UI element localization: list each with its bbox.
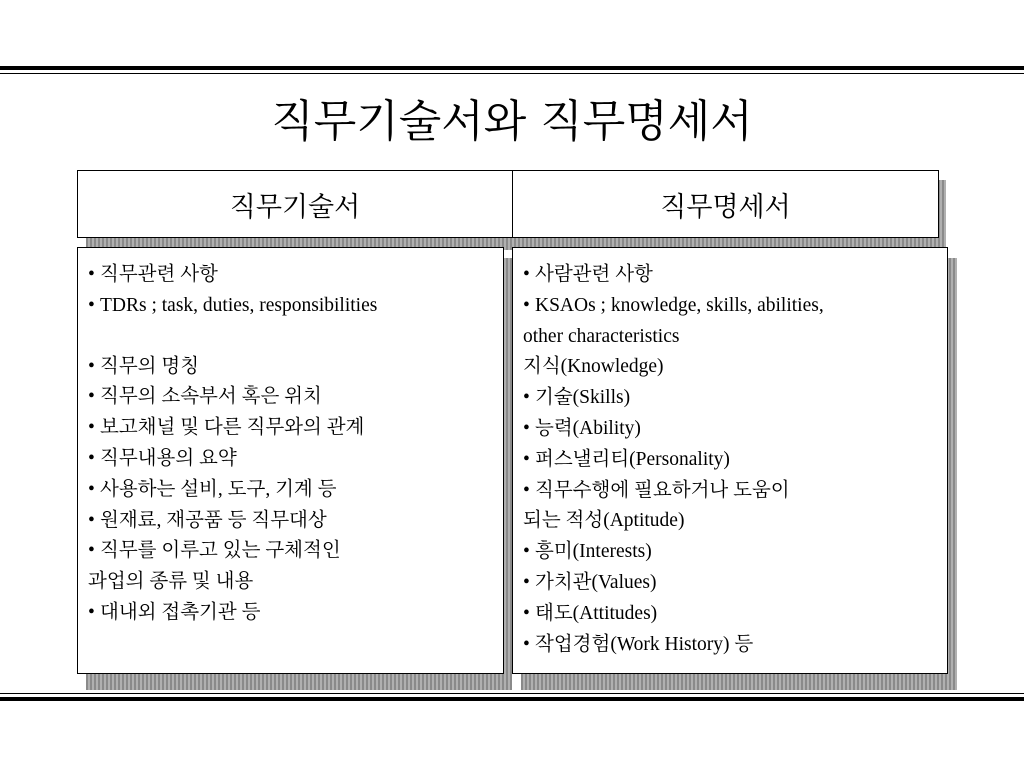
list-item: • 직무수행에 필요하거나 도움이 (523, 479, 790, 501)
left-header-box (77, 170, 513, 238)
bottom-rule-thick (0, 697, 1024, 701)
right-header-label: 직무명세서 (660, 191, 791, 223)
right-header-box (512, 170, 939, 238)
list-item: • 가치관(Values) (523, 571, 657, 593)
page-title: 직무기술서와 직무명세서 (271, 96, 753, 147)
list-item: • 직무의 소속부서 혹은 위치 (88, 386, 322, 408)
list-item: • 직무내용의 요약 (88, 447, 237, 469)
list-item: • 작업경험(Work History) 등 (523, 633, 754, 655)
list-item: • 직무를 이루고 있는 구체적인 (88, 540, 341, 562)
top-rule-thin (0, 73, 1024, 74)
list-item: • 사용하는 설비, 도구, 기계 등 (88, 478, 337, 500)
list-item-continuation: 되는 적성(Aptitude) (523, 510, 685, 532)
right-content-box (512, 247, 948, 674)
list-item-continuation: 과업의 종류 및 내용 (88, 571, 254, 593)
bottom-rule-thin (0, 693, 1024, 694)
list-item: • KSAOs ; knowledge, skills, abilities, (523, 294, 824, 316)
list-item: • 보고채널 및 다른 직무와의 관계 (88, 417, 365, 439)
list-item: • 원재료, 재공품 등 직무대상 (88, 509, 327, 531)
list-item: • 태도(Attitudes) (523, 602, 658, 624)
list-spacer (88, 322, 503, 352)
left-content-box (77, 247, 504, 674)
list-item: 지식(Knowledge) (523, 356, 664, 378)
list-item: • 능력(Ability) (523, 417, 641, 439)
list-item: • 대내외 접촉기관 등 (88, 601, 261, 623)
list-item: • 직무의 명칭 (88, 355, 200, 377)
list-item: • 기술(Skills) (523, 387, 631, 409)
top-rule-thick (0, 66, 1024, 70)
right-item-list (523, 260, 947, 660)
list-item: • 직무관련 사항 (88, 264, 218, 285)
list-item: • 사람관련 사항 (523, 264, 653, 285)
list-item-continuation: other characteristics (523, 325, 680, 347)
left-item-list (88, 260, 503, 629)
list-item: • TDRs ; task, duties, responsibilities (88, 294, 378, 316)
list-item: • 퍼스낼리티(Personality) (523, 448, 730, 470)
list-item: • 흥미(Interests) (523, 541, 652, 563)
left-header-label: 직무기술서 (229, 191, 361, 223)
